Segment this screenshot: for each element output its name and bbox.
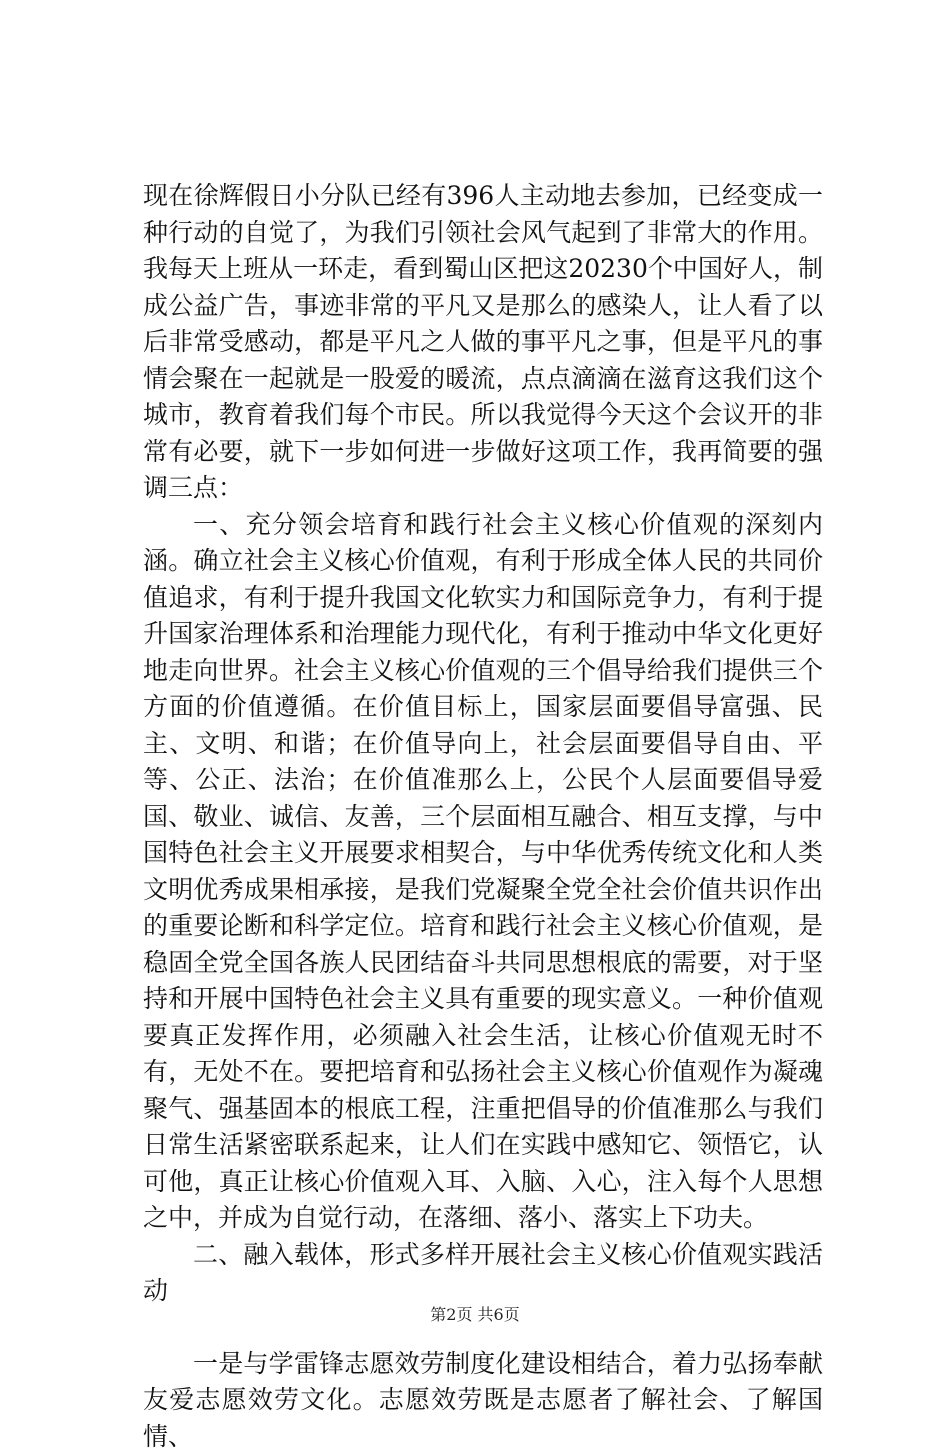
page-number-footer: 第2页 共6页 xyxy=(0,1302,950,1325)
paragraph-continuation: 现在徐辉假日小分队已经有396人主动地去参加，已经变成一种行动的自觉了，为我们引领社会风气起到了非常大的作用。我每天上班从一环走，看到蜀山区把这20230个中国好人，制成公益广告，事迹非常的平凡又是那么的感染人，让人看了以后非常受感动，都是平凡之人做的事平凡之事，但是平凡的事情会聚在一起就是一股爱的暖流，点点滴滴在滋育这我们这个城市，教育着我们每个市民。所以我觉得今天这个会议开的非常有必要，就下一步如何进一步做好这项工作，我再简要的强调三点： xyxy=(143,178,823,507)
paragraph-item-one: 一是与学雷锋志愿效劳制度化建设相结合，着力弘扬奉献友爱志愿效劳文化。志愿效劳既是志愿者了解社会、了解国情、 xyxy=(143,1346,823,1455)
document-body xyxy=(143,178,823,1455)
paragraph-section-one: 一、充分领会培育和践行社会主义核心价值观的深刻内涵。确立社会主义核心价值观，有利于形成全体人民的共同价值追求，有利于提升我国文化软实力和国际竞争力，有利于提升国家治理体系和治理能力现代化，有利于推动中华文化更好地走向世界。社会主义核心价值观的三个倡导给我们提供三个方面的价值遵循。在价值目标上，国家层面要倡导富强、民主、文明、和谐；在价值导向上，社会层面要倡导自由、平等、公正、法治；在价值准那么上，公民个人层面要倡导爱国、敬业、诚信、友善，三个层面相互融合、相互支撑，与中国特色社会主义开展要求相契合，与中华优秀传统文化和人类文明优秀成果相承接，是我们党凝聚全党全社会价值共识作出的重要论断和科学定位。培育和践行社会主义核心价值观，是稳固全党全国各族人民团结奋斗共同思想根底的需要，对于坚持和开展中国特色社会主义具有重要的现实意义。一种价值观要真正发挥作用，必须融入社会生活，让核心价值观无时不有，无处不在。要把培育和弘扬社会主义核心价值观作为凝魂聚气、强基固本的根底工程，注重把倡导的价值准那么与我们日常生活紧密联系起来，让人们在实践中感知它、领悟它，认可他，真正让核心价值观入耳、入脑、入心，注入每个人思想之中，并成为自觉行动，在落细、落小、落实上下功夫。 xyxy=(143,507,823,1237)
section-two-heading: 二、融入载体，形式多样开展社会主义核心价值观实践活动 xyxy=(143,1237,823,1310)
